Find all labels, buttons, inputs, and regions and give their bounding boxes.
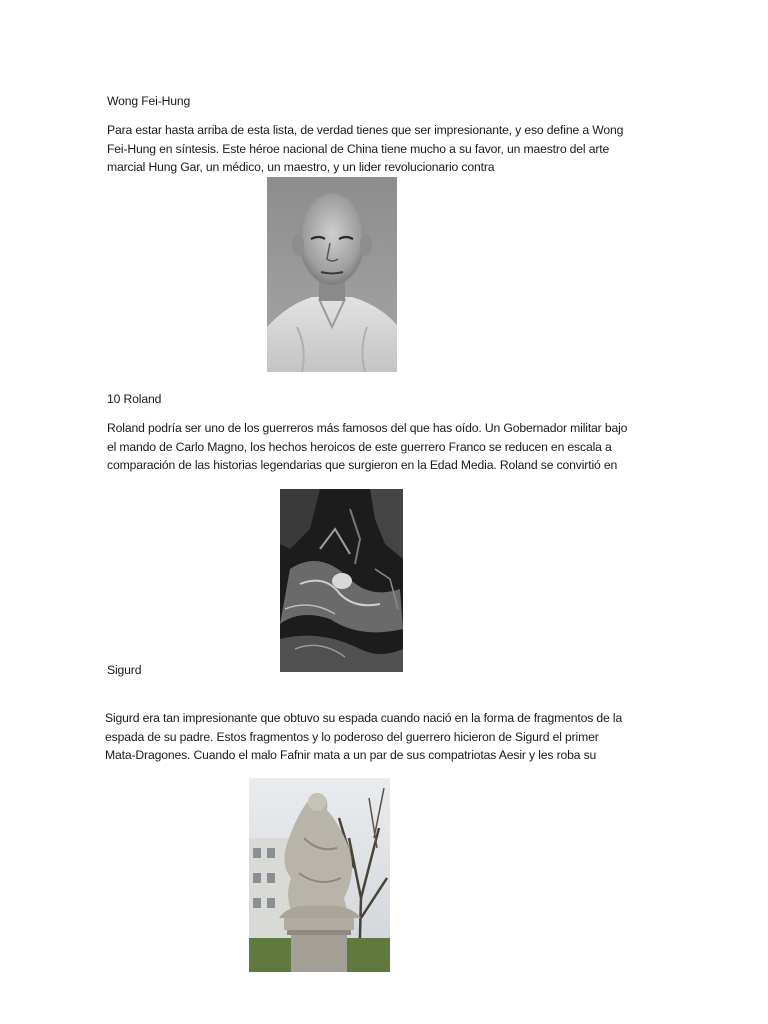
paragraph-line: comparación de las historias legendarias que surgieron en la Edad Media. Roland se convirtió en: [107, 458, 618, 472]
roland-engraving-image: [280, 489, 403, 672]
paragraph-line: marcial Hung Gar, un médico, un maestro, y un lider revolucionario contra: [107, 160, 495, 174]
paragraph-line: el mando de Carlo Magno, los hechos heroicos de este guerrero Franco se reducen en escala a: [107, 439, 612, 454]
paragraph-line: Mata-Dragones. Cuando el malo Fafnir mata a un par de sus compatriotas Aesir y les roba su: [105, 748, 597, 762]
paragraph-line: Sigurd era tan impresionante que obtuvo su espada cuando nació en la forma de fragmentos de la: [105, 711, 623, 725]
paragraph-line: espada de su padre. Estos fragmentos y lo poderoso del guerrero hicieron de Sigurd el primer: [105, 729, 599, 744]
heading-roland: 10 Roland: [107, 392, 162, 406]
paragraph-roland: [107, 419, 627, 475]
paragraph-line: Fei-Hung en síntesis. Este héroe nacional de China tiene mucho a su favor, un maestro del arte: [107, 141, 610, 156]
heading-wong-fei-hung: Wong Fei-Hung: [107, 94, 191, 108]
paragraph-wong-fei-hung: [107, 121, 623, 177]
sigurd-statue-photo: [249, 778, 390, 972]
paragraph-line: Roland podría ser uno de los guerreros más famosos del que has oído. Un Gobernador militar bajo: [107, 421, 628, 435]
paragraph-sigurd: [105, 709, 622, 765]
heading-sigurd: Sigurd: [107, 663, 142, 677]
wong-fei-hung-portrait-photo: [267, 177, 397, 372]
paragraph-line: Para estar hasta arriba de esta lista, de verdad tienes que ser impresionante, y eso define a Wong: [107, 123, 624, 137]
